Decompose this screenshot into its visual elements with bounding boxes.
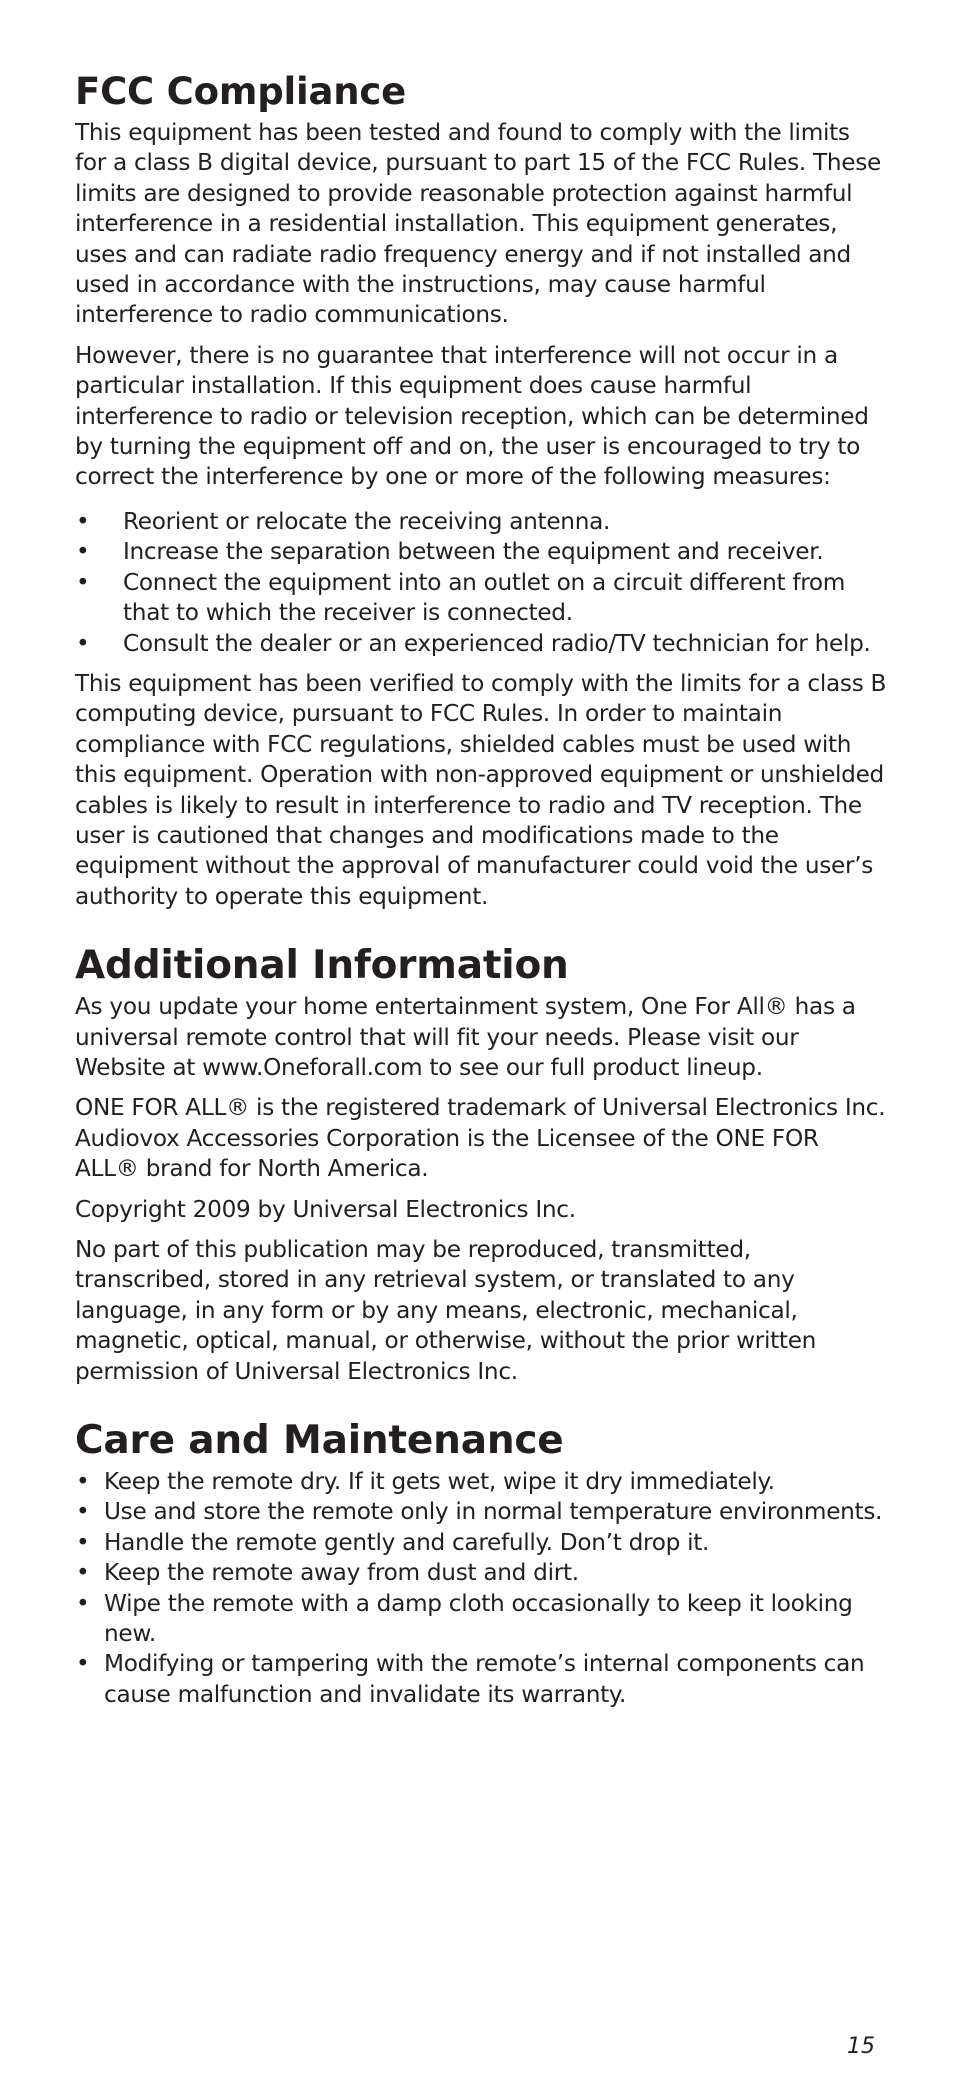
bullet-icon: • bbox=[76, 507, 90, 535]
bullet-icon: • bbox=[76, 538, 90, 566]
bullet-icon: • bbox=[76, 1559, 90, 1587]
list-item bbox=[75, 1497, 887, 1527]
list-item bbox=[75, 537, 887, 567]
bullet-icon: • bbox=[76, 1650, 90, 1678]
additional-information-heading: Additional Information bbox=[75, 943, 569, 989]
fcc-paragraph-3: This equipment has been verified to comply with the limits for a class B computing device, pursuant to FCC Rules. In order to maintain compliance with FCC regulations, shielded cables must be used with this equipment. Operation with non-approved equipment or unshielded cables is likely to result in interference to radio and TV reception. The user is cautioned that changes and modifications made to the equipment without the approval of manufacturer could void the user’s authority to operate this equipment. bbox=[75, 669, 887, 910]
list-item-text: Handle the remote gently and carefully. Don’t drop it. bbox=[104, 1528, 710, 1556]
list-item bbox=[75, 568, 887, 629]
page-number: 15 bbox=[847, 2034, 875, 2059]
list-item bbox=[75, 1589, 887, 1650]
bullet-icon: • bbox=[76, 1468, 90, 1496]
list-item-text: Increase the separation between the equipment and receiver. bbox=[123, 538, 824, 566]
list-item bbox=[75, 1558, 887, 1588]
care-and-maintenance-heading: Care and Maintenance bbox=[75, 1418, 564, 1464]
list-item-text: Keep the remote away from dust and dirt. bbox=[104, 1559, 579, 1587]
list-item bbox=[75, 629, 887, 659]
additional-paragraph-1: As you update your home entertainment system, One For All® has a universal remote control that will fit your needs. Please visit our Website at www.Oneforall.com to see our full product lineup. bbox=[75, 993, 856, 1081]
care-list bbox=[75, 1467, 887, 1710]
additional-paragraph-4: No part of this publication may be reproduced, transmitted, transcribed, stored in any retrieval system, or translated to any language, in any form or by any means, electronic, mechanical, magnetic, optical, manual, or otherwise, without the prior written permission of Universal Electronics Inc. bbox=[75, 1236, 817, 1385]
list-item-text: Connect the equipment into an outlet on a circuit different from that to which the receiver is connected. bbox=[123, 568, 846, 627]
bullet-icon: • bbox=[76, 1528, 90, 1556]
bullet-icon: • bbox=[76, 568, 90, 596]
list-item bbox=[75, 1528, 887, 1558]
list-item-text: Reorient or relocate the receiving antenna. bbox=[123, 507, 611, 535]
bullet-icon: • bbox=[76, 1589, 90, 1617]
bullet-icon: • bbox=[76, 629, 90, 657]
fcc-paragraph-2: However, there is no guarantee that interference will not occur in a particular installation. If this equipment does cause harmful interference to radio or television reception, which can be determined by turning the equipment off and on, the user is encouraged to try to correct the interference by one or more of the following measures: bbox=[75, 341, 869, 491]
list-item-text: Modifying or tampering with the remote’s internal components can cause malfunction and invalidate its warranty. bbox=[104, 1650, 865, 1708]
document-page bbox=[75, 0, 887, 1720]
fcc-measures-list bbox=[75, 507, 887, 659]
list-item bbox=[75, 1467, 887, 1497]
fcc-compliance-heading: FCC Compliance bbox=[75, 70, 406, 113]
list-item bbox=[75, 507, 887, 537]
additional-paragraph-3: Copyright 2009 by Universal Electronics Inc. bbox=[75, 1195, 576, 1223]
list-item-text: Keep the remote dry. If it gets wet, wipe it dry immediately. bbox=[104, 1468, 775, 1496]
bullet-icon: • bbox=[76, 1498, 90, 1526]
list-item-text: Use and store the remote only in normal temperature environments. bbox=[104, 1498, 883, 1526]
list-item-text: Consult the dealer or an experienced radio/TV technician for help. bbox=[123, 629, 871, 657]
additional-paragraph-2: ONE FOR ALL® is the registered trademark of Universal Electronics Inc. Audiovox Accessories Corporation is the Licensee of the ONE FOR ALL® brand for North America. bbox=[75, 1094, 886, 1183]
list-item-text: Wipe the remote with a damp cloth occasionally to keep it looking new. bbox=[104, 1589, 853, 1648]
fcc-paragraph-1: This equipment has been tested and found to comply with the limits for a class B digital device, pursuant to part 15 of the FCC Rules. These limits are designed to provide reasonable protection against harmful interference in a residential installation. This equipment generates, uses and can radiate radio frequency energy and if not installed and used in accordance with the instructions, may cause harmful interference to radio communications. bbox=[75, 119, 882, 329]
list-item bbox=[75, 1649, 887, 1710]
